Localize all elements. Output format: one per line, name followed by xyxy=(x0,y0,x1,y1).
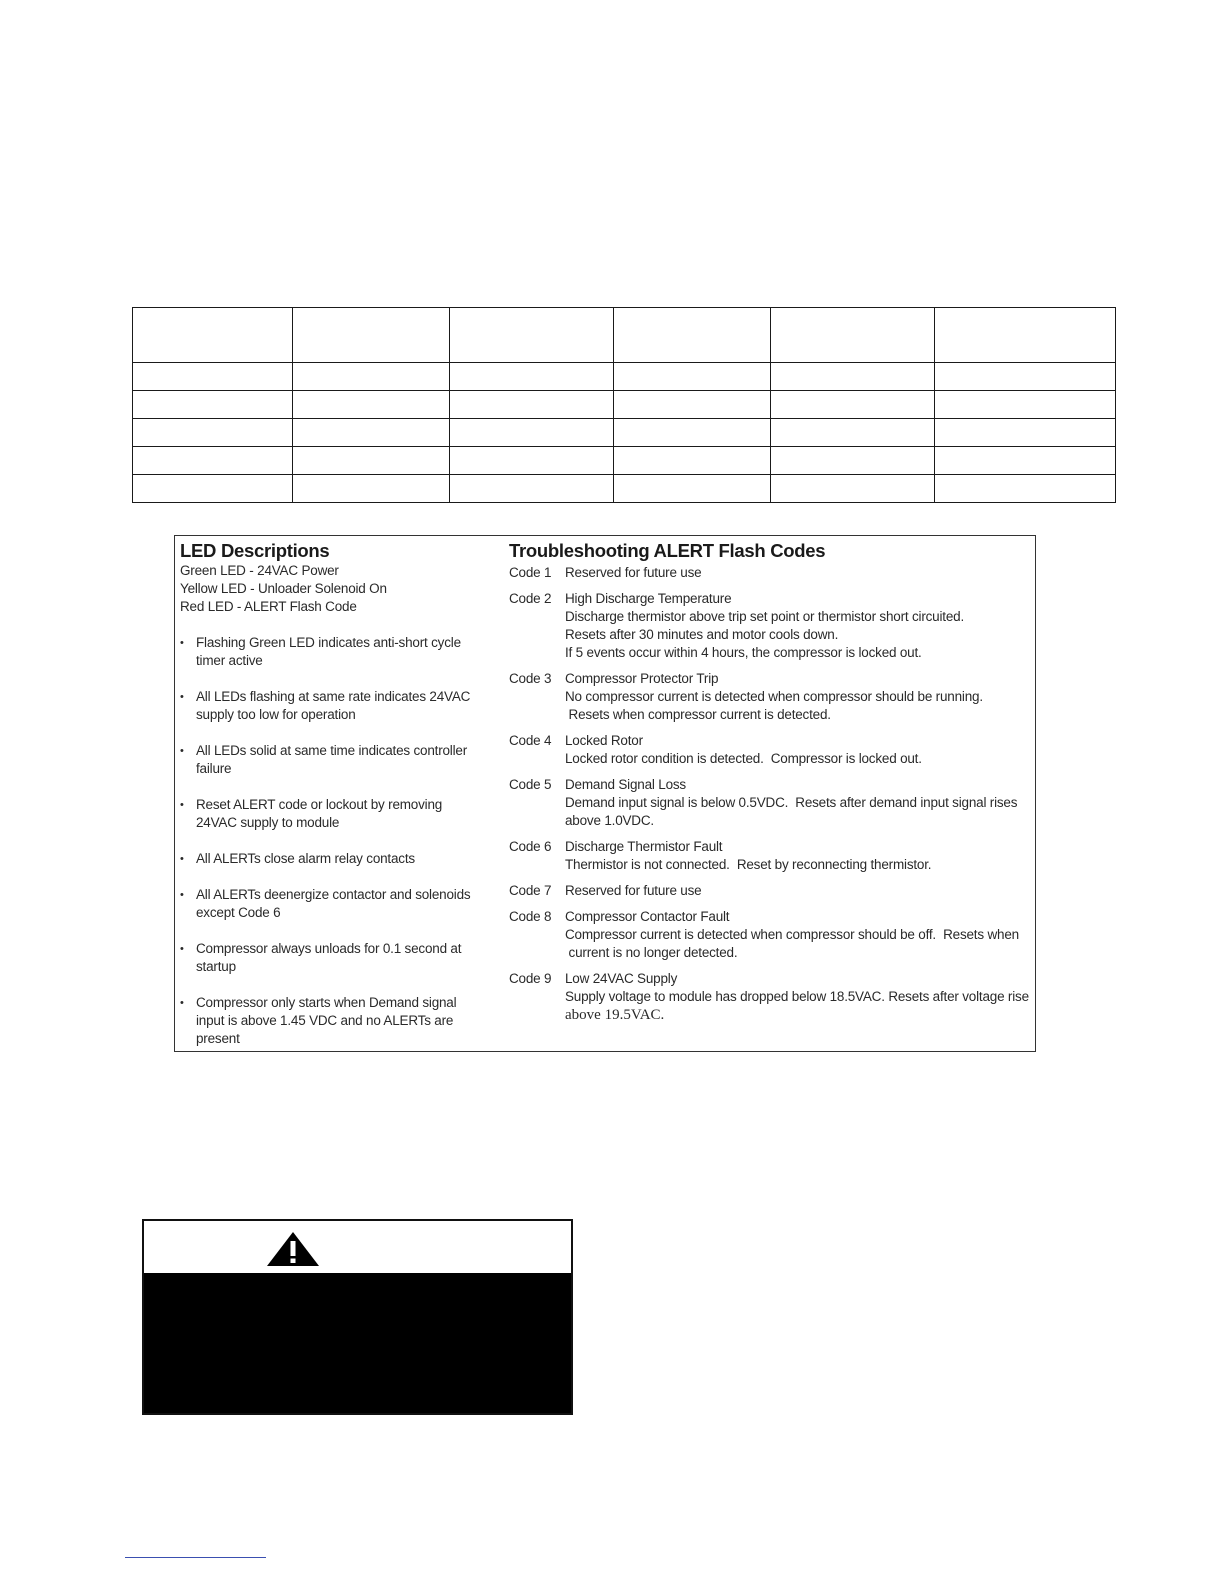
table-cell xyxy=(771,475,935,503)
code-row xyxy=(509,882,1031,900)
code-row xyxy=(509,670,1031,724)
code-body xyxy=(565,970,1031,1024)
code-label: Code 1 xyxy=(509,565,552,580)
bullet-text: All LEDs flashing at same rate indicates 24VAC supply too low for operation xyxy=(196,689,471,722)
table-cell xyxy=(450,447,614,475)
table-cell xyxy=(450,419,614,447)
table-row xyxy=(133,363,1116,391)
bullet-icon: • xyxy=(180,943,184,955)
empty-grid-table xyxy=(132,307,1116,503)
code-title: Reserved for future use xyxy=(565,883,702,898)
bullet-text: Compressor only starts when Demand signal input is above 1.45 VDC and no ALERTs are present xyxy=(196,995,457,1046)
bullet-text: All ALERTs deenergize contactor and solenoids except Code 6 xyxy=(196,887,471,920)
code-title: Discharge Thermistor Fault xyxy=(565,839,723,854)
warning-box xyxy=(142,1219,573,1415)
table-cell xyxy=(133,475,293,503)
warning-body xyxy=(144,1273,571,1413)
bullet-text: Flashing Green LED indicates anti-short cycle timer active xyxy=(196,635,461,668)
table-cell xyxy=(133,363,293,391)
table-cell xyxy=(771,308,935,363)
code-description: Supply voltage to module has dropped below 18.5VAC. Resets after voltage rise xyxy=(565,989,1029,1004)
led-line-yellow: Yellow LED - Unloader Solenoid On xyxy=(180,581,387,596)
table-cell xyxy=(771,391,935,419)
code-row xyxy=(509,732,1031,768)
table-cell xyxy=(935,447,1116,475)
bullet-icon: • xyxy=(180,997,184,1009)
code-description: Locked rotor condition is detected. Compressor is locked out. xyxy=(565,751,922,766)
table-cell xyxy=(614,447,771,475)
code-title: Compressor Contactor Fault xyxy=(565,909,730,924)
code-label: Code 8 xyxy=(509,909,552,924)
table-row xyxy=(133,419,1116,447)
warning-header xyxy=(144,1221,571,1273)
table-cell xyxy=(614,363,771,391)
list-item xyxy=(180,742,471,778)
code-body xyxy=(565,838,1031,874)
table-row xyxy=(133,391,1116,419)
table-cell xyxy=(133,447,293,475)
table-cell xyxy=(935,391,1116,419)
bullet-text: All ALERTs close alarm relay contacts xyxy=(196,851,415,866)
code-description: Compressor current is detected when compressor should be off. Resets when xyxy=(565,927,1019,942)
code-body xyxy=(565,670,1031,724)
code-description: No compressor current is detected when compressor should be running. xyxy=(565,689,983,704)
code-title: Reserved for future use xyxy=(565,565,702,580)
table-cell xyxy=(133,419,293,447)
code-body xyxy=(565,590,1031,662)
code-label: Code 6 xyxy=(509,839,552,854)
code-description: If 5 events occur within 4 hours, the compressor is locked out. xyxy=(565,645,922,660)
led-line-green: Green LED - 24VAC Power xyxy=(180,563,339,578)
table-cell xyxy=(450,308,614,363)
list-item xyxy=(180,850,471,868)
code-row xyxy=(509,908,1031,962)
code-row xyxy=(509,590,1031,662)
table-cell xyxy=(614,308,771,363)
code-body xyxy=(565,564,1031,582)
list-item xyxy=(180,940,471,976)
table-cell xyxy=(771,363,935,391)
code-label: Code 7 xyxy=(509,883,552,898)
table-cell xyxy=(293,363,450,391)
bullet-text: Reset ALERT code or lockout by removing 24VAC supply to module xyxy=(196,797,443,830)
alert-codes-heading: Troubleshooting ALERT Flash Codes xyxy=(509,540,826,561)
table-cell xyxy=(133,308,293,363)
code-body xyxy=(565,776,1031,830)
bullet-text: All LEDs solid at same time indicates controller failure xyxy=(196,743,468,776)
led-line-red: Red LED - ALERT Flash Code xyxy=(180,599,357,614)
table-cell xyxy=(771,419,935,447)
table-cell xyxy=(935,419,1116,447)
code-row xyxy=(509,776,1031,830)
table-cell xyxy=(450,363,614,391)
code-label: Code 3 xyxy=(509,671,552,686)
table-cell xyxy=(614,419,771,447)
code-row xyxy=(509,838,1031,874)
table-row xyxy=(133,475,1116,503)
bullet-text: Compressor always unloads for 0.1 second at startup xyxy=(196,941,462,974)
alert-codes-panel xyxy=(174,535,1036,1052)
bullet-icon: • xyxy=(180,799,184,811)
list-item xyxy=(180,796,471,832)
code-description: Demand input signal is below 0.5VDC. Resets after demand input signal rises xyxy=(565,795,1018,810)
table-cell xyxy=(293,391,450,419)
code-body xyxy=(565,882,1031,900)
bullet-icon: • xyxy=(180,745,184,757)
table-cell xyxy=(293,447,450,475)
table-cell xyxy=(293,475,450,503)
bullet-icon: • xyxy=(180,691,184,703)
table-cell xyxy=(450,475,614,503)
code-description: current is no longer detected. xyxy=(565,945,738,960)
bullet-icon: • xyxy=(180,637,184,649)
list-item xyxy=(180,688,471,724)
code-description: above 1.0VDC. xyxy=(565,813,654,828)
list-item xyxy=(180,886,471,922)
table-cell xyxy=(293,419,450,447)
code-description: Discharge thermistor above trip set point or thermistor short circuited. xyxy=(565,609,965,624)
led-descriptions-column xyxy=(180,540,500,1048)
code-label: Code 5 xyxy=(509,777,552,792)
code-body xyxy=(565,908,1031,962)
table-cell xyxy=(771,447,935,475)
code-description: Resets after 30 minutes and motor cools down. xyxy=(565,627,839,642)
warning-triangle-icon xyxy=(265,1231,321,1267)
led-bullet-list xyxy=(180,634,500,1048)
code-title: Compressor Protector Trip xyxy=(565,671,719,686)
list-item xyxy=(180,634,471,670)
code-description: above 19.5VAC. xyxy=(565,1007,665,1023)
code-body xyxy=(565,732,1031,768)
table-cell xyxy=(614,391,771,419)
table-row xyxy=(133,447,1116,475)
code-title: Locked Rotor xyxy=(565,733,643,748)
table-cell xyxy=(450,391,614,419)
table-cell xyxy=(935,363,1116,391)
table-cell xyxy=(935,308,1116,363)
code-label: Code 2 xyxy=(509,591,552,606)
table-cell xyxy=(935,475,1116,503)
code-label: Code 9 xyxy=(509,971,552,986)
bullet-icon: • xyxy=(180,889,184,901)
code-row xyxy=(509,564,1031,582)
code-title: High Discharge Temperature xyxy=(565,591,732,606)
code-description: Thermistor is not connected. Reset by reconnecting thermistor. xyxy=(565,857,932,872)
table-cell xyxy=(133,391,293,419)
table-cell xyxy=(293,308,450,363)
bullet-icon: • xyxy=(180,853,184,865)
code-title: Low 24VAC Supply xyxy=(565,971,678,986)
code-label: Code 4 xyxy=(509,733,552,748)
code-title: Demand Signal Loss xyxy=(565,777,686,792)
code-description: Resets when compressor current is detected. xyxy=(565,707,831,722)
alert-flash-codes-column xyxy=(509,540,1031,1024)
footer-link-underline[interactable] xyxy=(125,1557,266,1558)
table-header-row xyxy=(133,308,1116,363)
list-item xyxy=(180,994,471,1048)
led-descriptions-heading: LED Descriptions xyxy=(180,540,330,561)
code-row xyxy=(509,970,1031,1024)
table-cell xyxy=(614,475,771,503)
